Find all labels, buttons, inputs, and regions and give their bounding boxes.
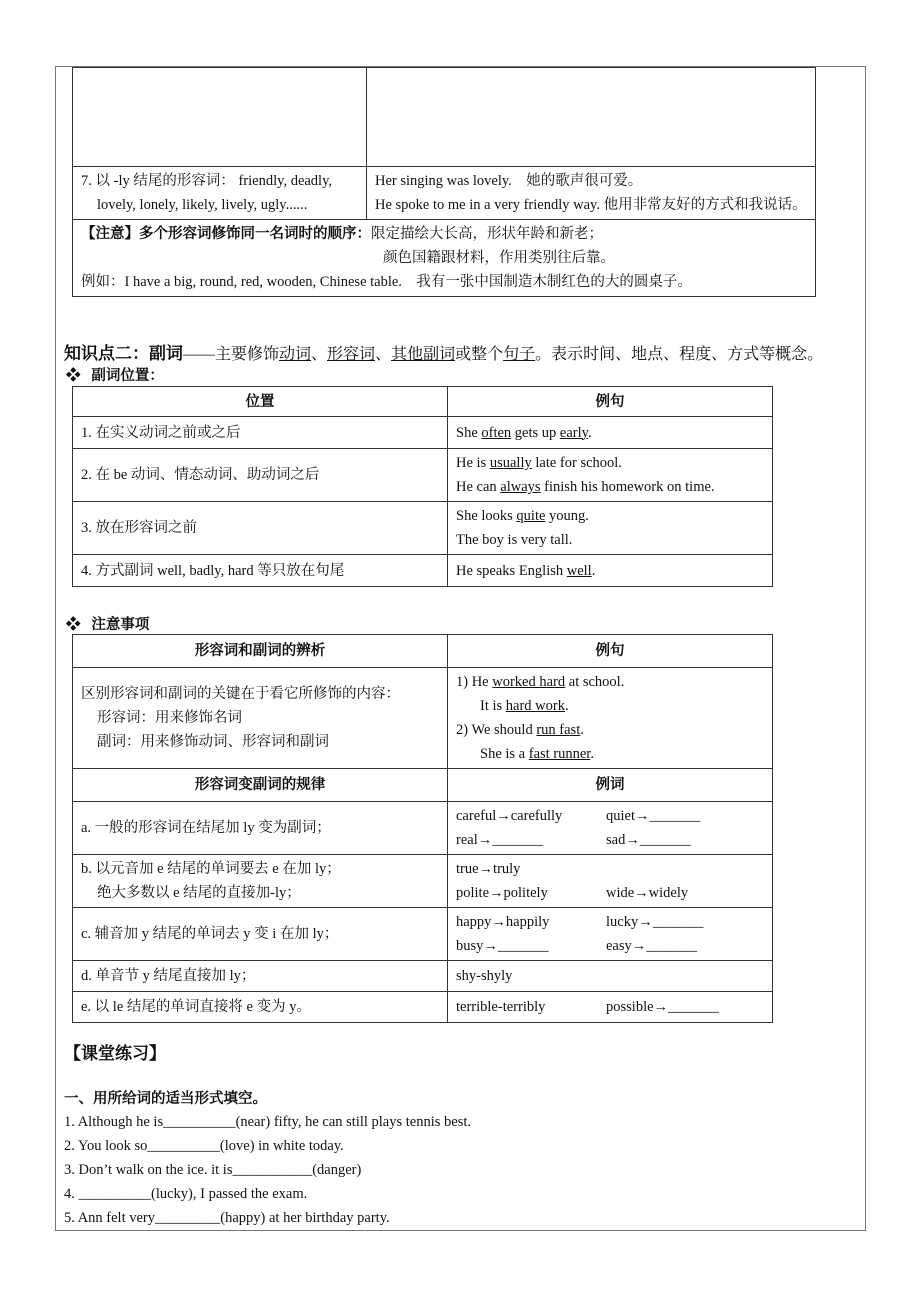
example-line (456, 504, 764, 528)
example-line (456, 742, 764, 766)
example-words-line (456, 857, 764, 881)
table-row (73, 417, 773, 449)
example-words-line (456, 934, 764, 958)
distinction-adjective: 形容词：用来修饰名词 (97, 710, 242, 726)
practice-item: 4. __________(lucky), I passed the exam. (64, 1186, 308, 1202)
text-segment: She looks (456, 508, 517, 524)
row-ly-adjectives (73, 167, 816, 220)
text-segment: . (591, 562, 596, 579)
header-example: 例句 (448, 635, 773, 668)
rule-text: 绝大多数以 e 结尾的直接加-ly； (97, 885, 301, 901)
text-segment: 、 (375, 346, 392, 363)
underlined-word: quite (516, 508, 546, 524)
example-line (456, 528, 764, 552)
text-segment: 1) He (456, 674, 493, 690)
underlined-word: early (559, 424, 588, 441)
rule-row (73, 802, 773, 855)
example-word: shy-shyly (456, 968, 513, 984)
text-segment: 、 (311, 346, 328, 363)
text-segment: . (590, 746, 594, 762)
underlined-word: fast runner (528, 746, 591, 762)
underlined-word: run fast (536, 722, 581, 738)
example-word: quiet→_______ (606, 808, 701, 824)
note-row (73, 220, 816, 297)
example-words-line (456, 910, 764, 934)
note-example: 例如：I have a big, round, red, wooden, Chinese table. 我有一张中国制造木制红色的大的圆桌子。 (81, 274, 692, 290)
distinction-text: 区别形容词和副词的关键在于看它所修饰的内容： (81, 686, 400, 702)
example-word: true→truly (456, 861, 521, 877)
position-cell: 2. 在 be 动词、情态动词、助动词之后 (73, 449, 448, 502)
text-segment: She (456, 424, 482, 441)
header-rules: 形容词变副词的规律 (73, 769, 448, 802)
example-cell (448, 449, 773, 502)
position-cell: 1. 在实义动词之前或之后 (73, 417, 448, 449)
rule-text: c. 辅音加 y 结尾的单词去 y 变 i 在加 ly； (81, 926, 339, 942)
note-line2: 颜色国籍跟材料，作用类别往后靠。 (383, 250, 615, 266)
distinction-adverb: 副词：用来修饰动词、形容词和副词 (97, 734, 329, 750)
ly-adjectives-line2: lovely, lonely, likely, lively, ugly...... (97, 197, 308, 213)
underlined-word: 其他副词 (391, 346, 456, 363)
rule-row (73, 908, 773, 961)
subheading-notes (66, 613, 149, 634)
example-words-cell (448, 992, 773, 1023)
text-segment: He can (456, 479, 501, 495)
underlined-word: well (566, 562, 592, 579)
practice-item: 1. Although he is__________(near) fifty, he can still plays tennis best. (64, 1114, 472, 1130)
example-words-line (456, 964, 764, 988)
example-line (456, 475, 764, 499)
example-word: real→_______ (456, 832, 543, 848)
adjective-table-continued (72, 67, 816, 297)
section-heading (64, 339, 823, 364)
text-segment: He is (456, 455, 490, 471)
example-word: terrible-terribly (456, 999, 546, 1015)
bullet-icon: ❖ (66, 368, 81, 384)
subheading-adverb-position (66, 364, 164, 385)
example-word: lucky→_______ (606, 914, 704, 930)
rule-text: b. 以元音加 e 结尾的单词要去 e 在加 ly； (81, 861, 341, 877)
example-sentence: Her singing was lovely. 她的歌声很可爱。 (375, 173, 643, 189)
rule-text: a. 一般的形容词在结尾加 ly 变为副词； (81, 820, 331, 836)
rule-cell (73, 908, 448, 961)
text-segment: at school. (565, 674, 625, 690)
example-cell (448, 502, 773, 555)
text-segment: . (580, 722, 584, 738)
header-position: 位置 (73, 387, 448, 417)
underlined-word: always (500, 479, 541, 495)
text-segment: . (587, 424, 592, 441)
note-label: 【注意】多个形容词修饰同一名词时的顺序： (81, 226, 371, 242)
rule-cell (73, 855, 448, 908)
bullet-icon: ❖ (66, 617, 81, 633)
example-word: possible→_______ (606, 999, 719, 1015)
note-line1: 限定描绘大长高，形状年龄和新老； (371, 226, 603, 242)
rule-cell (73, 961, 448, 992)
example-cell (448, 417, 773, 449)
underlined-word: 形容词 (327, 346, 376, 363)
practice-item: 5. Ann felt very_________(happy) at her birthday party. (64, 1210, 390, 1226)
table-row (73, 502, 773, 555)
text-segment: . (564, 698, 569, 714)
underlined-word: worked hard (492, 674, 566, 690)
header-row (73, 635, 773, 668)
underlined-word: 动词 (279, 346, 312, 363)
section-title: 知识点二：副词 (64, 344, 183, 363)
text-segment: 。表示时间、地点、程度、方式等概念。 (535, 346, 824, 363)
rule-cell (73, 802, 448, 855)
text-segment: gets up (511, 424, 560, 441)
text-segment: He speaks English (456, 562, 567, 579)
text-segment: 2) We should (456, 722, 537, 738)
distinction-row (73, 668, 773, 769)
section-description (183, 346, 823, 363)
example-line (456, 718, 764, 742)
text-segment: late for school. (531, 455, 622, 471)
example-word: polite→politely (456, 885, 548, 901)
example-word: careful→carefully (456, 808, 563, 824)
rule-row (73, 961, 773, 992)
practice-title: 【课堂练习】 (64, 1044, 166, 1063)
example-sentence: He spoke to me in a very friendly way. 他用非常友好的方式和我说话。 (375, 197, 807, 213)
practice-item: 3. Don’t walk on the ice. it is___________(danger) (64, 1162, 362, 1178)
header-distinction: 形容词和副词的辨析 (73, 635, 448, 668)
text-segment: The boy is very tall. (456, 532, 573, 548)
example-line (456, 694, 764, 718)
example-words-cell (448, 961, 773, 992)
example-words-cell (448, 855, 773, 908)
example-words-line (456, 995, 764, 1019)
example-words-line (456, 828, 764, 852)
header-row (73, 387, 773, 417)
underlined-word: 句子 (503, 346, 536, 363)
rule-row (73, 855, 773, 908)
table-row (73, 555, 773, 587)
text-segment: young. (545, 508, 589, 524)
header-example: 例句 (448, 387, 773, 417)
table-row (73, 449, 773, 502)
ly-adjectives-line1: 7. 以 -ly 结尾的形容词： friendly, deadly, (81, 173, 333, 189)
example-word: busy→_______ (456, 938, 549, 954)
example-words-cell (448, 908, 773, 961)
example-words-line (456, 881, 764, 905)
header-example-words: 例词 (448, 769, 773, 802)
example-line (456, 451, 764, 475)
position-cell: 3. 放在形容词之前 (73, 502, 448, 555)
example-word: easy→_______ (606, 938, 698, 954)
underlined-word: usually (489, 455, 532, 471)
underlined-word: often (481, 424, 512, 441)
adverb-position-table (72, 386, 773, 587)
practice-part1-title: 一、用所给词的适当形式填空。 (64, 1091, 267, 1107)
example-word: wide→widely (606, 885, 689, 901)
example-word: happy→happily (456, 914, 550, 930)
example-words-line (456, 804, 764, 828)
example-line (456, 421, 764, 445)
example-line (456, 670, 764, 694)
text-segment: It is (480, 698, 506, 714)
underlined-word: hard work (505, 698, 565, 714)
practice-item: 2. You look so__________(love) in white today. (64, 1138, 344, 1154)
text-segment: ——主要修饰 (183, 346, 280, 363)
text-segment: finish his homework on time. (540, 479, 715, 495)
example-word: sad→_______ (606, 832, 691, 848)
adjective-adverb-table (72, 634, 773, 1023)
position-cell: 4. 方式副词 well, badly, hard 等只放在句尾 (73, 555, 448, 587)
text-segment: 或整个 (455, 346, 504, 363)
rule-row (73, 992, 773, 1023)
empty-row (73, 68, 816, 167)
rule-text: d. 单音节 y 结尾直接加 ly； (81, 968, 256, 984)
text-segment: She is a (480, 746, 529, 762)
subheading-text: 注意事项 (91, 617, 150, 633)
rule-text: e. 以 le 结尾的单词直接将 e 变为 y。 (81, 999, 311, 1015)
header-row (73, 769, 773, 802)
rule-cell (73, 992, 448, 1023)
example-cell (448, 555, 773, 587)
example-words-cell (448, 802, 773, 855)
subheading-text: 副词位置： (91, 368, 164, 384)
example-line (456, 559, 764, 583)
